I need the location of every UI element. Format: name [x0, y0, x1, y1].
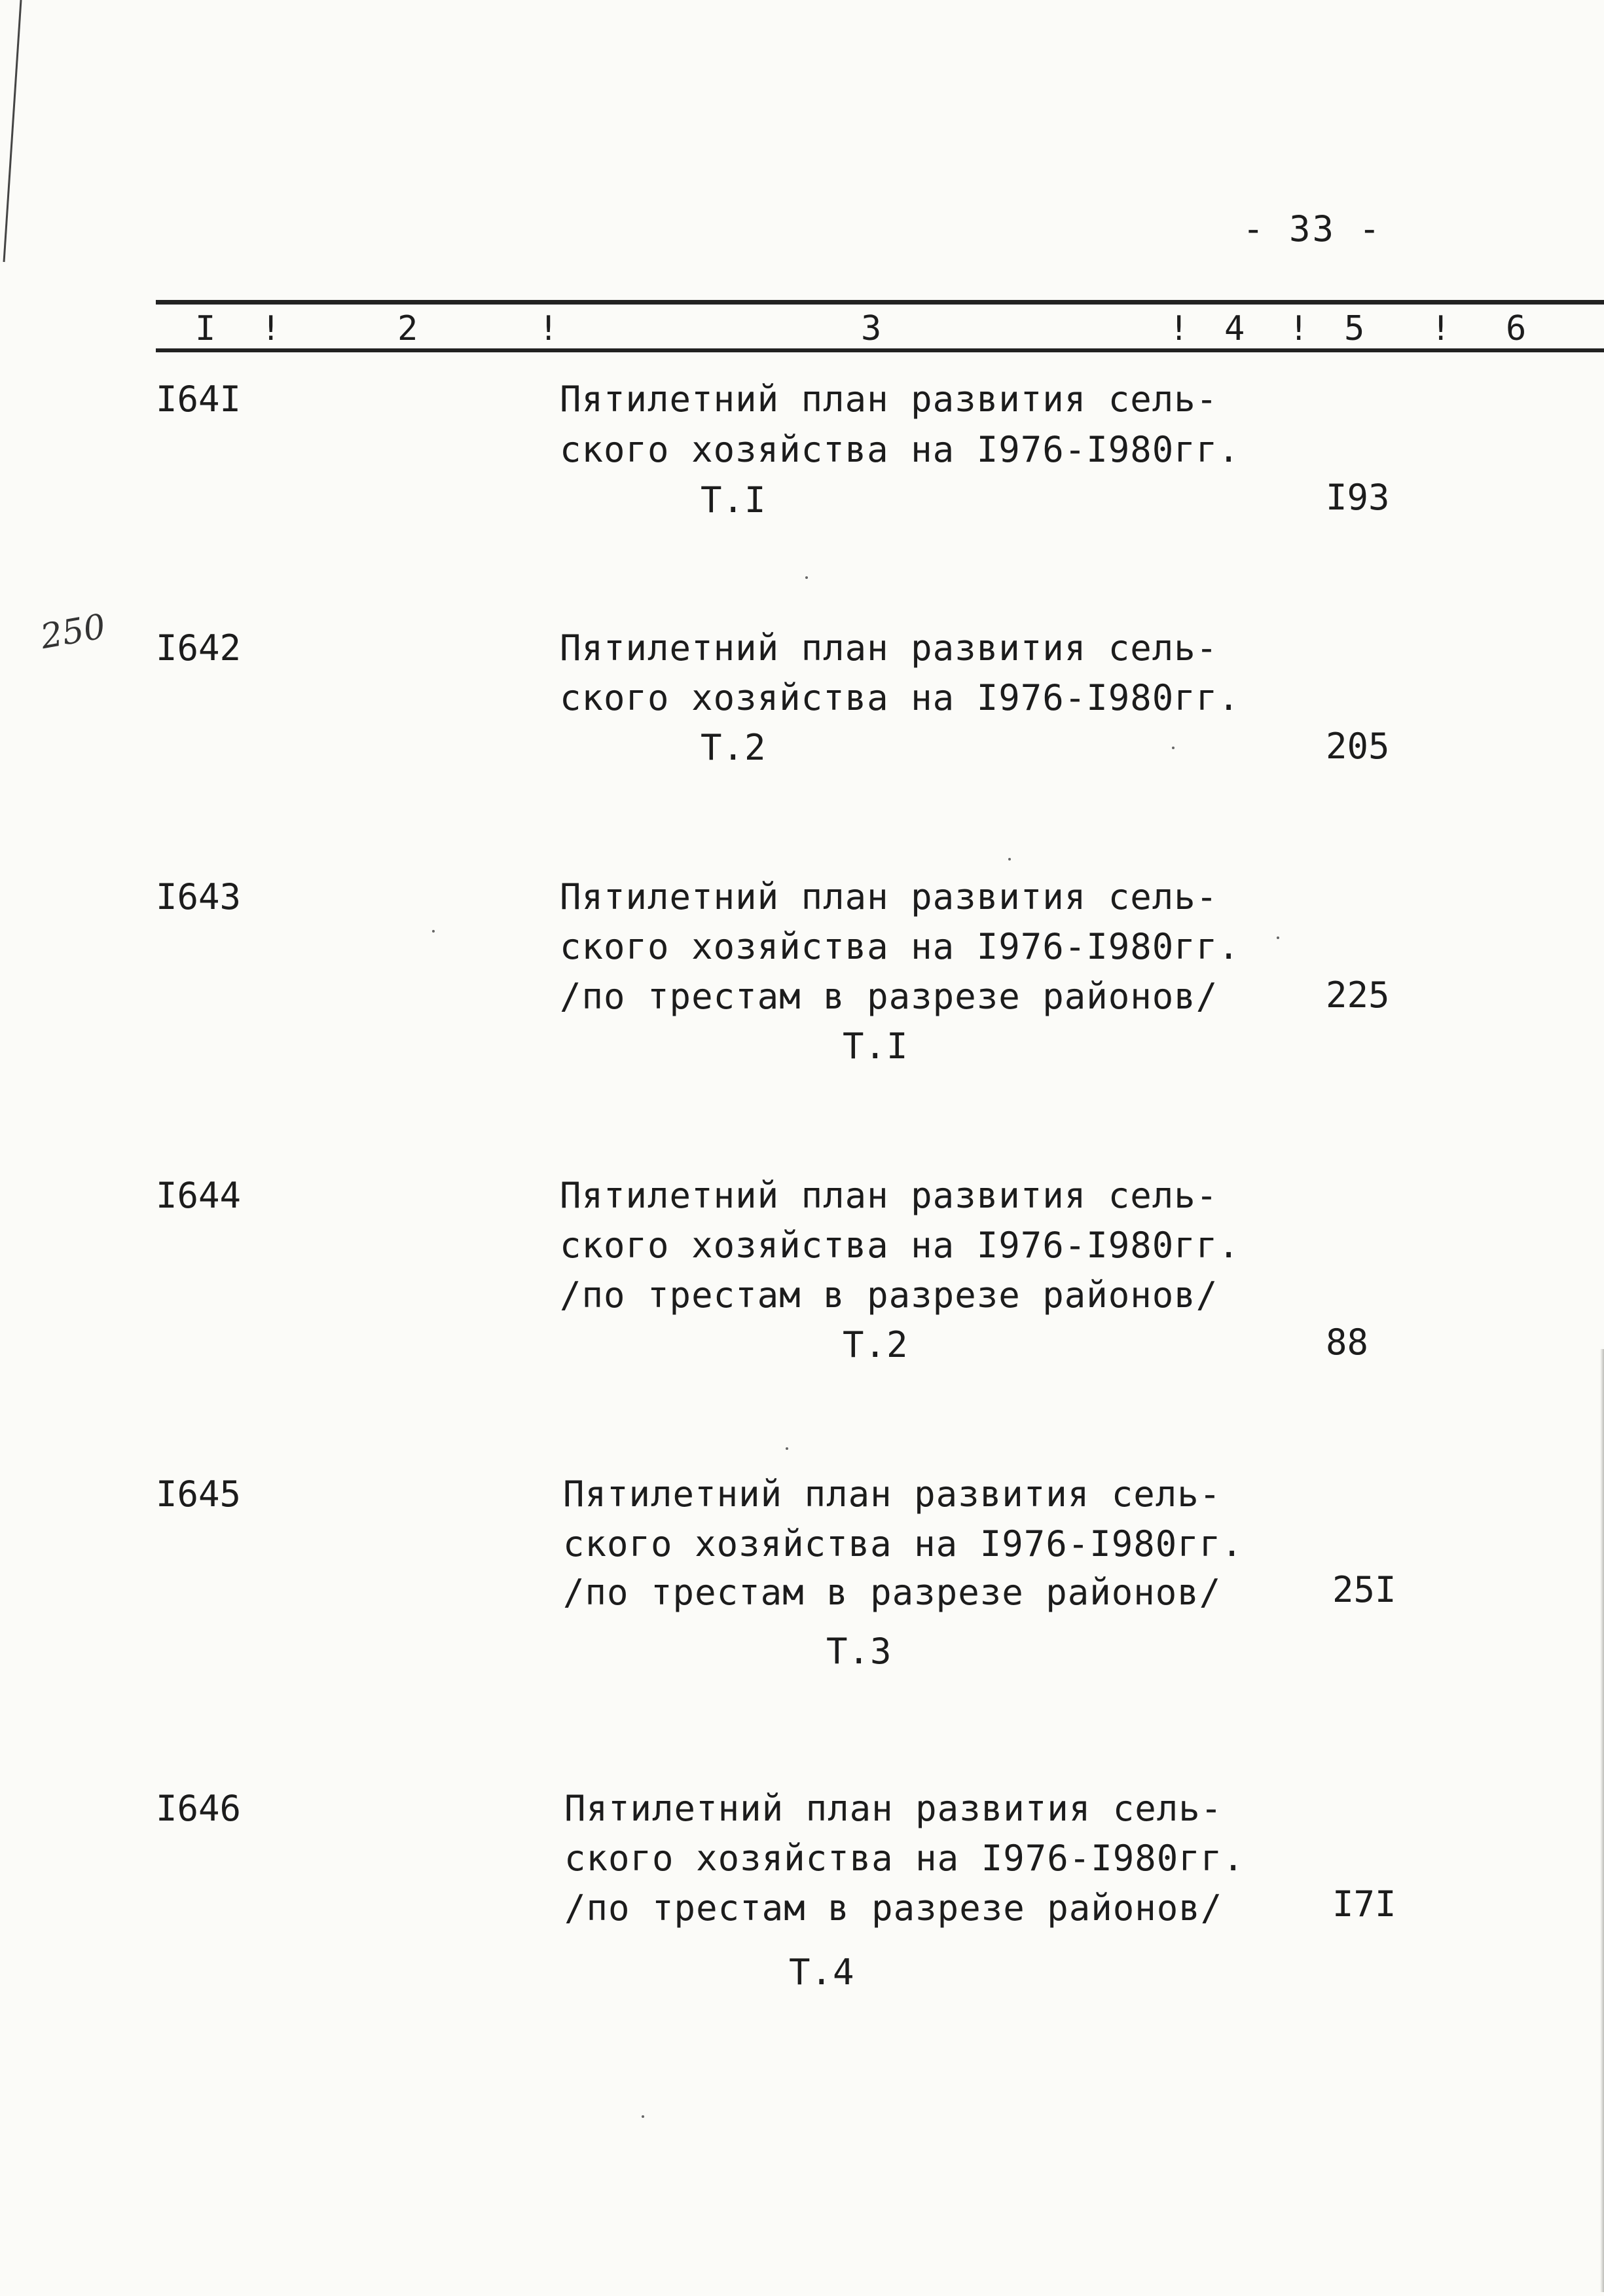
- entry-title-line: /по трестам в разрезе районов/: [563, 1572, 1222, 1613]
- scan-speck: [1277, 936, 1279, 939]
- entry-title-line: ского хозяйства на I976-I980гг.: [560, 926, 1240, 967]
- entry-volume: Т.I: [701, 479, 767, 521]
- entry-number: I642: [156, 627, 242, 669]
- margin-pencil-stroke: [0, 0, 59, 275]
- handwritten-margin-note: 250: [37, 606, 109, 657]
- entry-title-line: ского хозяйства на I976-I980гг.: [563, 1523, 1243, 1565]
- entry-title-line: ского хозяйства на I976-I980гг.: [560, 1225, 1240, 1266]
- scan-speck: [1172, 747, 1175, 749]
- entry-volume: Т.2: [701, 727, 767, 768]
- entry-sheet-count: 88: [1326, 1322, 1369, 1363]
- entry-sheet-count: I93: [1326, 477, 1390, 518]
- column-separator: !: [261, 309, 282, 348]
- entry-title-line: Пятилетний план развития сель-: [560, 876, 1218, 917]
- column-separator: !: [538, 309, 559, 348]
- column-separator: !: [1431, 309, 1451, 348]
- entry-sheet-count: 225: [1326, 974, 1390, 1016]
- column-header-1: I: [195, 309, 216, 348]
- table-header-top-rule: [156, 300, 1604, 305]
- entry-title-line: ского хозяйства на I976-I980гг.: [564, 1838, 1245, 1879]
- table-header-bottom-rule: [156, 348, 1604, 352]
- entry-title-line: Пятилетний план развития сель-: [560, 1175, 1218, 1216]
- scan-speck: [432, 930, 435, 933]
- entry-number: I646: [156, 1788, 242, 1829]
- entry-sheet-count: 205: [1326, 726, 1390, 767]
- entry-title-line: /по трестам в разрезе районов/: [564, 1887, 1223, 1929]
- entry-title-line: ского хозяйства на I976-I980гг.: [560, 677, 1240, 718]
- entry-number: I643: [156, 876, 242, 917]
- scan-speck: [642, 2115, 644, 2118]
- entry-title-line: Пятилетний план развития сель-: [563, 1473, 1222, 1515]
- entry-volume: Т.3: [826, 1631, 892, 1672]
- page-number: - 33 -: [1243, 208, 1383, 250]
- column-header-4: 4: [1224, 309, 1245, 348]
- entry-title-line: ского хозяйства на I976-I980гг.: [560, 429, 1240, 470]
- column-separator: !: [1288, 309, 1309, 348]
- scan-speck: [786, 1447, 788, 1450]
- scan-speck: [805, 576, 808, 579]
- column-header-6: 6: [1506, 309, 1527, 348]
- column-separator: !: [1169, 309, 1190, 348]
- entry-title-line: /по трестам в разрезе районов/: [560, 976, 1218, 1017]
- entry-sheet-count: I7I: [1332, 1883, 1396, 1925]
- scan-speck: [1008, 858, 1011, 861]
- entry-title-line: /по трестам в разрезе районов/: [560, 1274, 1218, 1316]
- column-header-5: 5: [1344, 309, 1365, 348]
- entry-volume: Т.4: [789, 1952, 855, 1993]
- column-header-2: 2: [397, 309, 418, 348]
- entry-title-line: Пятилетний план развития сель-: [560, 379, 1218, 420]
- entry-number: I644: [156, 1175, 242, 1216]
- entry-number: I64I: [156, 379, 242, 420]
- column-header-3: 3: [861, 309, 882, 348]
- entry-volume: Т.I: [843, 1026, 909, 1067]
- entry-sheet-count: 25I: [1332, 1569, 1396, 1610]
- entry-number: I645: [156, 1473, 242, 1515]
- entry-title-line: Пятилетний план развития сель-: [560, 627, 1218, 669]
- entry-title-line: Пятилетний план развития сель-: [564, 1788, 1223, 1829]
- scan-edge-shadow: [1600, 1349, 1604, 2292]
- entry-volume: Т.2: [843, 1324, 909, 1365]
